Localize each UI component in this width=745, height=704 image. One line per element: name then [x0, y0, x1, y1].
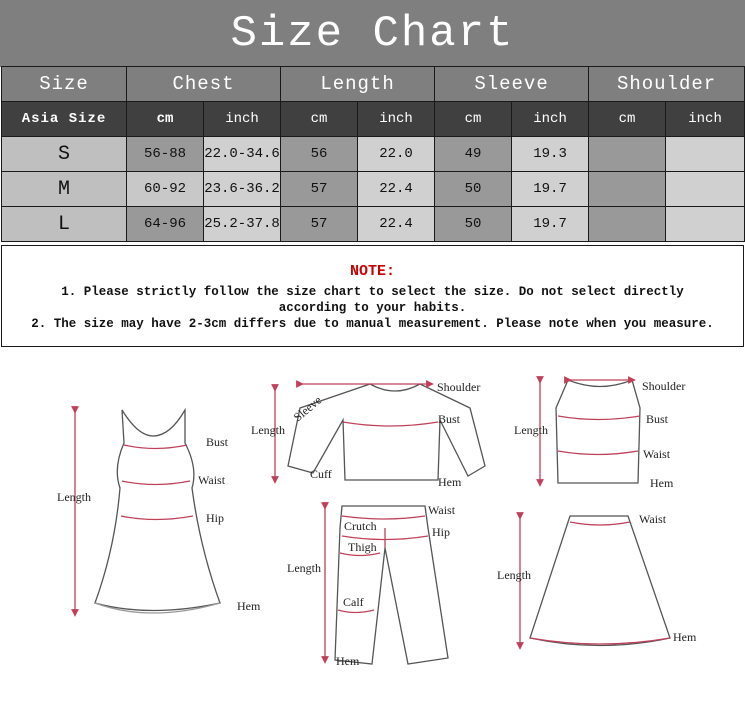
unit-shoulder-inch: inch: [666, 102, 745, 137]
sleeve-inch-cell: 19.7: [512, 207, 589, 242]
measurement-diagrams: [0, 348, 745, 704]
length-inch-cell: 22.4: [358, 207, 435, 242]
skirt-hem-label: Hem: [673, 630, 697, 644]
chest-inch-cell: 25.2-37.8: [204, 207, 281, 242]
pants-calf-label: Calf: [343, 595, 364, 609]
top-bust-label: Bust: [438, 412, 461, 426]
size-cell: L: [2, 207, 127, 242]
header-length: Length: [281, 67, 435, 102]
unit-sleeve-cm: cm: [435, 102, 512, 137]
chest-cm-cell: 64-96: [127, 207, 204, 242]
unit-length-inch: inch: [358, 102, 435, 137]
top-sleeve-label: Sleeve: [290, 392, 325, 425]
length-cm-cell: 57: [281, 207, 358, 242]
note-box: [1, 245, 744, 347]
chest-cm-cell: 56-88: [127, 137, 204, 172]
header-shoulder: Shoulder: [589, 67, 745, 102]
length-inch-cell: 22.4: [358, 172, 435, 207]
header-row: [2, 67, 745, 102]
table-row: [2, 172, 745, 207]
note-line-2: 2. The size may have 2-3cm differs due to manual measurement. Please note when you measure.: [31, 317, 714, 331]
tank-length-label: Length: [514, 423, 548, 437]
header-chest: Chest: [127, 67, 281, 102]
pants-length-label: Length: [287, 561, 321, 575]
pants-thigh-label: Thigh: [348, 540, 377, 554]
chest-inch-cell: 22.0-34.6: [204, 137, 281, 172]
size-cell: M: [2, 172, 127, 207]
skirt-waist-label: Waist: [639, 512, 667, 526]
note-line-1a: 1. Please strictly follow the size chart to select the size. Do not select directly: [61, 285, 684, 299]
pants-waist-label: Waist: [428, 503, 456, 517]
chest-cm-cell: 60-92: [127, 172, 204, 207]
dress-waist-label: Waist: [198, 473, 226, 487]
tank-bust-label: Bust: [646, 412, 669, 426]
length-inch-cell: 22.0: [358, 137, 435, 172]
sleeve-inch-cell: 19.3: [512, 137, 589, 172]
dress-diagram: [75, 410, 220, 613]
size-cell: S: [2, 137, 127, 172]
title-bar: [0, 0, 745, 67]
size-table: [1, 66, 745, 242]
shoulder-inch-cell: [666, 172, 745, 207]
chest-inch-cell: 23.6-36.2: [204, 172, 281, 207]
tank-waist-label: Waist: [643, 447, 671, 461]
header-size: Size: [2, 67, 127, 102]
length-cm-cell: 57: [281, 172, 358, 207]
unit-length-cm: cm: [281, 102, 358, 137]
pants-hem-label: Hem: [336, 654, 360, 668]
header-sleeve: Sleeve: [435, 67, 589, 102]
skirt-length-label: Length: [497, 568, 531, 582]
page-title: Size Chart: [230, 8, 515, 59]
top-hem-label: Hem: [438, 475, 462, 489]
note-title: NOTE:: [349, 263, 395, 280]
unit-chest-inch: inch: [204, 102, 281, 137]
dress-hem-label: Hem: [237, 599, 261, 613]
note-line-1b: according to your habits.: [278, 301, 467, 315]
shoulder-inch-cell: [666, 207, 745, 242]
unit-shoulder-cm: cm: [589, 102, 666, 137]
length-cm-cell: 56: [281, 137, 358, 172]
tank-shoulder-label: Shoulder: [642, 379, 686, 393]
unit-chest-cm: cm: [127, 102, 204, 137]
top-length-label: Length: [251, 423, 285, 437]
dress-bust-label: Bust: [206, 435, 229, 449]
sleeve-cm-cell: 49: [435, 137, 512, 172]
table-row: [2, 207, 745, 242]
shoulder-cm-cell: [589, 207, 666, 242]
table-row: [2, 137, 745, 172]
unit-row: [2, 102, 745, 137]
unit-sleeve-inch: inch: [512, 102, 589, 137]
pants-hip-label: Hip: [432, 525, 450, 539]
sleeve-cm-cell: 50: [435, 172, 512, 207]
top-shoulder-label: Shoulder: [437, 380, 481, 394]
unit-asia-size: Asia Size: [2, 102, 127, 137]
sleeve-inch-cell: 19.7: [512, 172, 589, 207]
shoulder-cm-cell: [589, 137, 666, 172]
pants-crutch-label: Crutch: [344, 519, 377, 533]
shoulder-cm-cell: [589, 172, 666, 207]
top-diagram: [275, 384, 485, 480]
top-cuff-label: Cuff: [310, 467, 332, 481]
dress-length-label: Length: [57, 490, 91, 504]
dress-hip-label: Hip: [206, 511, 224, 525]
skirt-diagram: [520, 516, 670, 646]
shoulder-inch-cell: [666, 137, 745, 172]
sleeve-cm-cell: 50: [435, 207, 512, 242]
tank-hem-label: Hem: [650, 476, 674, 490]
tank-diagram: [540, 380, 640, 483]
